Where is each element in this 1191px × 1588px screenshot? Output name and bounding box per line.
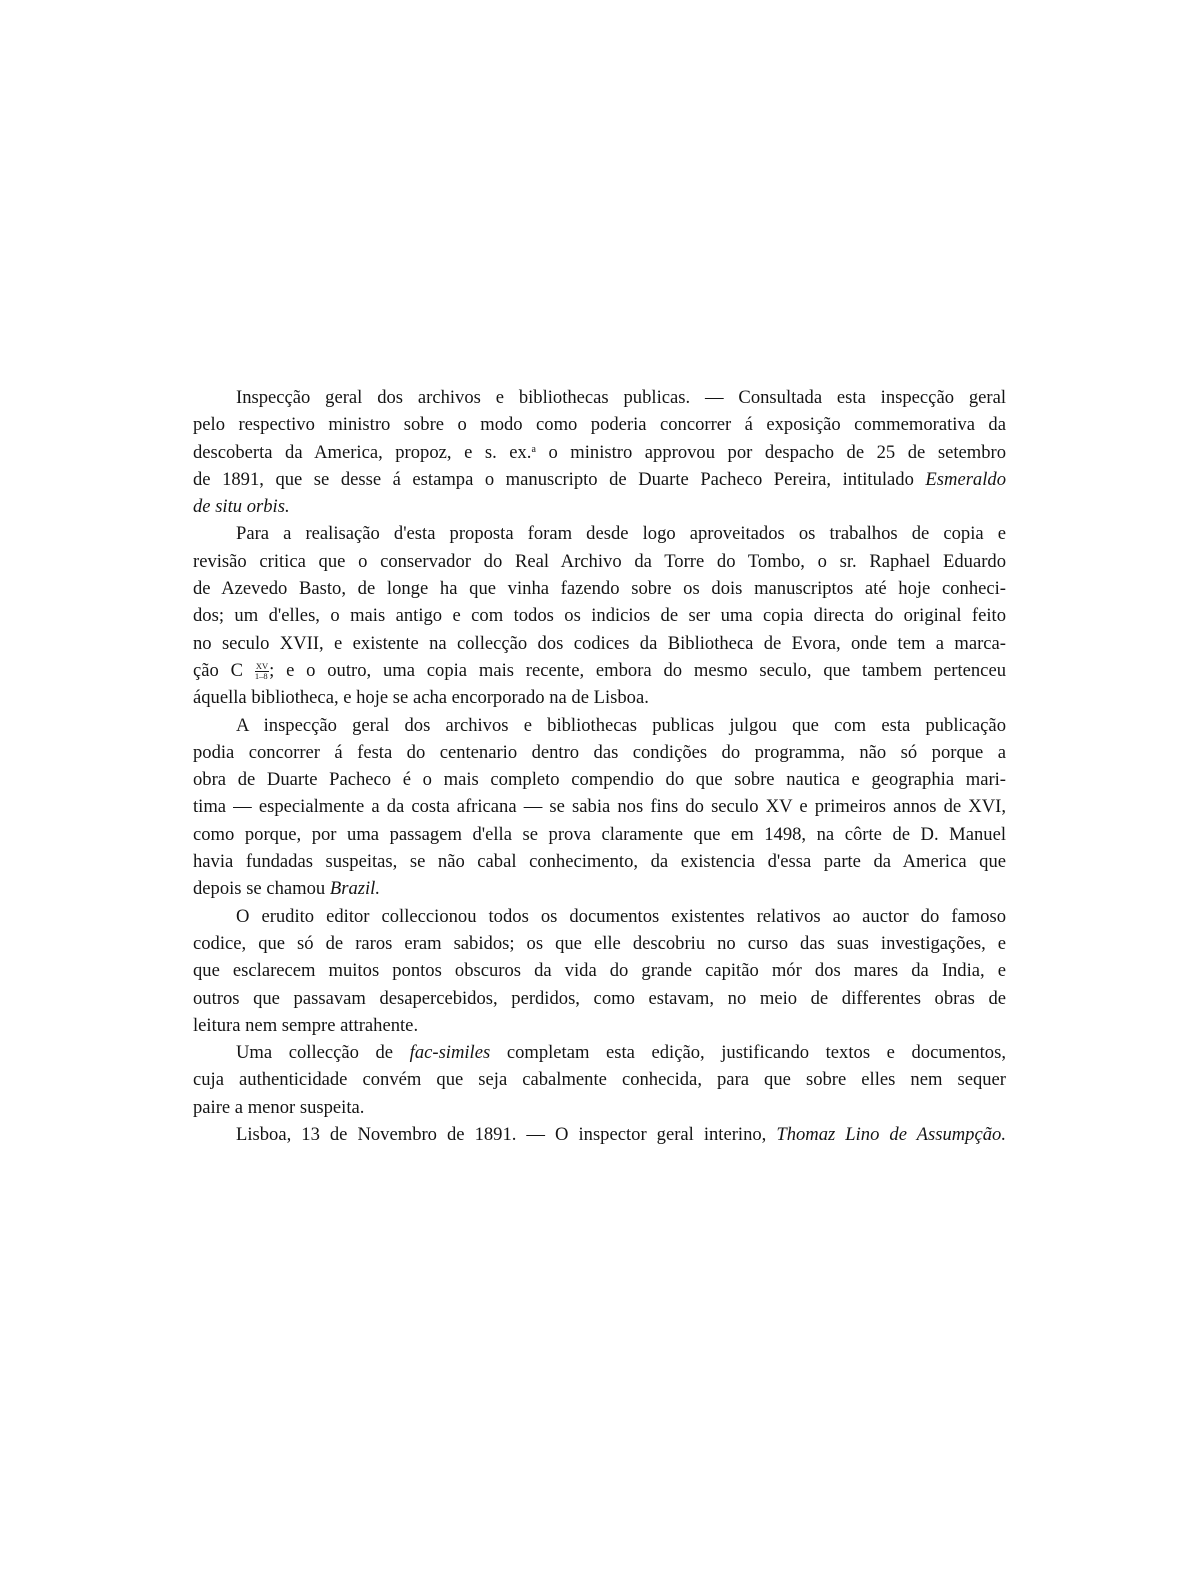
text-line: revisão critica que o conservador do Real Archivo da Torre do Tombo, o sr. Raphael Eduardo	[193, 550, 1006, 572]
signature-line	[193, 1121, 1006, 1148]
text-fragment: descoberta da America, propoz, e s. ex.	[193, 441, 532, 463]
fraction-denominator: 1–8	[254, 670, 268, 681]
signature-block	[193, 1121, 1006, 1148]
text-fragment: Uma collecção de	[236, 1042, 394, 1064]
text-fragment: completam esta edição, justificando textos e documentos,	[506, 1042, 1006, 1064]
text-line	[193, 493, 1006, 520]
shelfmark-fraction	[255, 662, 269, 681]
text-line	[193, 466, 1006, 493]
text-line: havia fundadas suspeitas, se não cabal conhecimento, da existencia d'essa parte da America que	[193, 851, 1006, 873]
superscript: a	[531, 443, 536, 455]
text-line: tima — especialmente a da costa africana — se sabia nos fins do seculo XV e primeiros annos de XVI,	[193, 796, 1006, 818]
text-line: de Azevedo Basto, de longe ha que vinha fazendo sobre os dois manuscriptos até hoje conheci-	[193, 578, 1006, 600]
text-line: dos; um d'elles, o mais antigo e com todos os indicios de ser uma copia directa do original feito	[193, 605, 1006, 627]
text-line: pelo respectivo ministro sobre o modo como poderia concorrer á exposição commemorativa da	[193, 414, 1006, 436]
text-line: áquella bibliotheca, e hoje se acha encorporado na de Lisboa.	[193, 687, 649, 709]
book-title: de situ orbis.	[193, 496, 290, 518]
text-line: podia concorrer á festa do centenario dentro das condições do programma, não só porque a	[193, 741, 1006, 763]
text-line	[193, 657, 1006, 684]
text-line: codice, que só de raros eram sabidos; os que elle descobriu no curso das suas investigações, e	[193, 932, 1006, 954]
signatory-name: Thomaz Lino de Assumpção.	[776, 1124, 1006, 1146]
text-line: no seculo XVII, e existente na collecção dos codices da Bibliotheca de Evora, onde tem a marca-	[193, 632, 1006, 654]
text-line	[193, 439, 1006, 466]
text-line: cuja authenticidade convém que seja cabalmente conhecida, para que sobre elles nem sequer	[193, 1069, 1006, 1091]
text-line: leitura nem sempre attrahente.	[193, 1014, 419, 1036]
place-name: Brazil.	[329, 878, 380, 900]
text-fragment: de 1891, que se desse á estampa o manuscripto de Duarte Pacheco Pereira, intitulado	[193, 468, 914, 490]
text-line: como porque, por uma passagem d'ella se prova claramente que em 1498, na côrte de D. Manuel	[193, 823, 1006, 845]
paragraph	[193, 520, 1006, 711]
text-line: Inspecção geral dos archivos e bibliothecas publicas. — Consultada esta inspecção geral	[236, 387, 1006, 408]
paragraph	[193, 903, 1006, 1039]
place-date: Lisboa, 13 de Novembro de 1891. — O inspector geral interino,	[236, 1124, 767, 1146]
text-line	[193, 875, 1006, 902]
document-body	[193, 384, 1006, 1148]
emphasis: fac-similes	[409, 1042, 491, 1064]
text-fragment: ; e o outro, uma copia mais recente, embora do mesmo seculo, que tambem pertenceu	[269, 659, 1006, 681]
text-fragment: depois se chamou	[193, 878, 326, 900]
text-line: A inspecção geral dos archivos e bibliothecas publicas julgou que com esta publicação	[236, 714, 1006, 736]
text-line: O erudito editor colleccionou todos os documentos existentes relativos ao auctor do famoso	[236, 905, 1006, 927]
text-fragment: o ministro approvou por despacho de 25 de setembro	[535, 441, 1006, 463]
fraction-numerator: XV	[255, 660, 269, 671]
text-line	[193, 1039, 1006, 1066]
text-line: paire a menor suspeita.	[193, 1096, 365, 1118]
paragraph	[193, 712, 1006, 903]
paragraph	[193, 1039, 1006, 1121]
paragraph	[193, 384, 1006, 520]
text-fragment: ção C	[193, 659, 244, 681]
book-title: Esmeraldo	[925, 468, 1006, 490]
text-line: que esclarecem muitos pontos obscuros da vida do grande capitão mór dos mares da India, e	[193, 960, 1006, 982]
text-line: obra de Duarte Pacheco é o mais completo compendio do que sobre nautica e geographia mari-	[193, 769, 1006, 791]
text-line: Para a realisação d'esta proposta foram desde logo aproveitados os trabalhos de copia e	[236, 523, 1006, 545]
text-line: outros que passavam desapercebidos, perdidos, como estavam, no meio de differentes obras de	[193, 987, 1006, 1009]
